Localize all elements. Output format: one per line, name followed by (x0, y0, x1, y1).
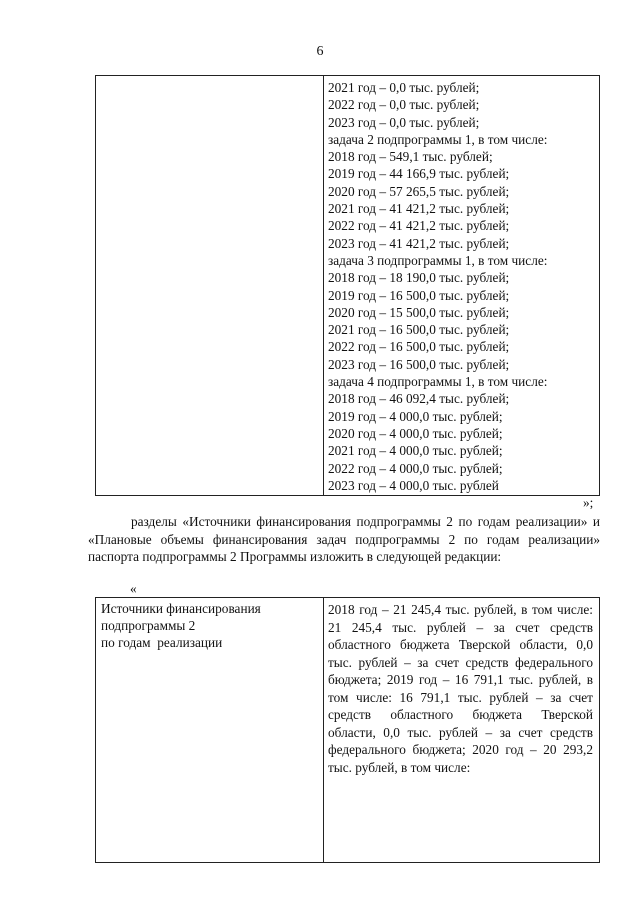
table-line: 2021 год – 41 421,2 тыс. рублей; (328, 201, 510, 217)
table-line: 2020 год – 15 500,0 тыс. рублей; (328, 304, 510, 320)
page-number: 6 (316, 44, 324, 59)
label-line: по годам реализации (101, 634, 223, 650)
table-line: задача 4 подпрограммы 1, в том числе: (328, 374, 548, 390)
funding-sources-label-cell (101, 601, 316, 651)
table-line: 2021 год – 0,0 тыс. рублей; (328, 80, 480, 95)
table-line: 2023 год – 0,0 тыс. рублей; (328, 114, 480, 130)
table-line: 2021 год – 4 000,0 тыс. рублей; (328, 443, 503, 459)
closing-quote: »; (583, 495, 594, 510)
table-line: 2018 год – 18 190,0 тыс. рублей; (328, 270, 510, 286)
table-line: 2020 год – 57 265,5 тыс. рублей; (328, 183, 510, 199)
table-line: 2018 год – 549,1 тыс. рублей; (328, 149, 493, 165)
column-divider (323, 76, 324, 495)
table-line: 2023 год – 16 500,0 тыс. рублей; (328, 356, 510, 372)
table-line: 2019 год – 4 000,0 тыс. рублей; (328, 408, 503, 424)
table-line: 2023 год – 4 000,0 тыс. рублей (328, 477, 499, 493)
table-line: задача 2 подпрограммы 1, в том числе: (328, 131, 548, 147)
body-paragraph: разделы «Источники финансирования подпрограммы 2 по годам реализации» и «Плановые объемы финансирования задач подпрограммы 2 по годам реализации» паспорта подпрограммы 2 Программы изложить в следующей редакции: (88, 514, 600, 564)
table-line: 2022 год – 0,0 тыс. рублей; (328, 97, 480, 113)
table-line: 2020 год – 4 000,0 тыс. рублей; (328, 425, 503, 441)
label-line: Источники финансирования (101, 601, 261, 616)
table-line: 2019 год – 44 166,9 тыс. рублей; (328, 166, 510, 182)
table-line: 2022 год – 16 500,0 тыс. рублей; (328, 339, 510, 355)
funding-values-column (328, 79, 595, 494)
column-divider (323, 598, 324, 862)
table-line: 2022 год – 41 421,2 тыс. рублей; (328, 218, 510, 234)
table-line: 2021 год – 16 500,0 тыс. рублей; (328, 322, 510, 338)
label-line: подпрограммы 2 (101, 617, 196, 633)
table-line: 2022 год – 4 000,0 тыс. рублей; (328, 460, 503, 476)
table-line: 2019 год – 16 500,0 тыс. рублей; (328, 287, 510, 303)
funding-table-continued (95, 75, 600, 496)
table-line: задача 3 подпрограммы 1, в том числе: (328, 252, 548, 268)
funding-sources-values-cell: 2018 год – 21 245,4 тыс. рублей, в том числе: 21 245,4 тыс. рублей – за счет средств областного бюджета Тверской области, 0,0 тыс. рублей – за счет средств федерального бюджета; 2019 год – 16 791,1 тыс. рублей, в том числе: 16 791,1 тыс. рублей – за счет средств областного бюджета Тверской области, 0,0 тыс. рублей – за счет средств федерального бюджета; 2020 год – 20 293,2 тыс. рублей, в том числе: (328, 602, 593, 775)
table-line: 2018 год – 46 092,4 тыс. рублей; (328, 391, 510, 407)
table-line: 2023 год – 41 421,2 тыс. рублей; (328, 235, 510, 251)
funding-sources-table (95, 597, 600, 863)
opening-quote: « (130, 581, 137, 596)
